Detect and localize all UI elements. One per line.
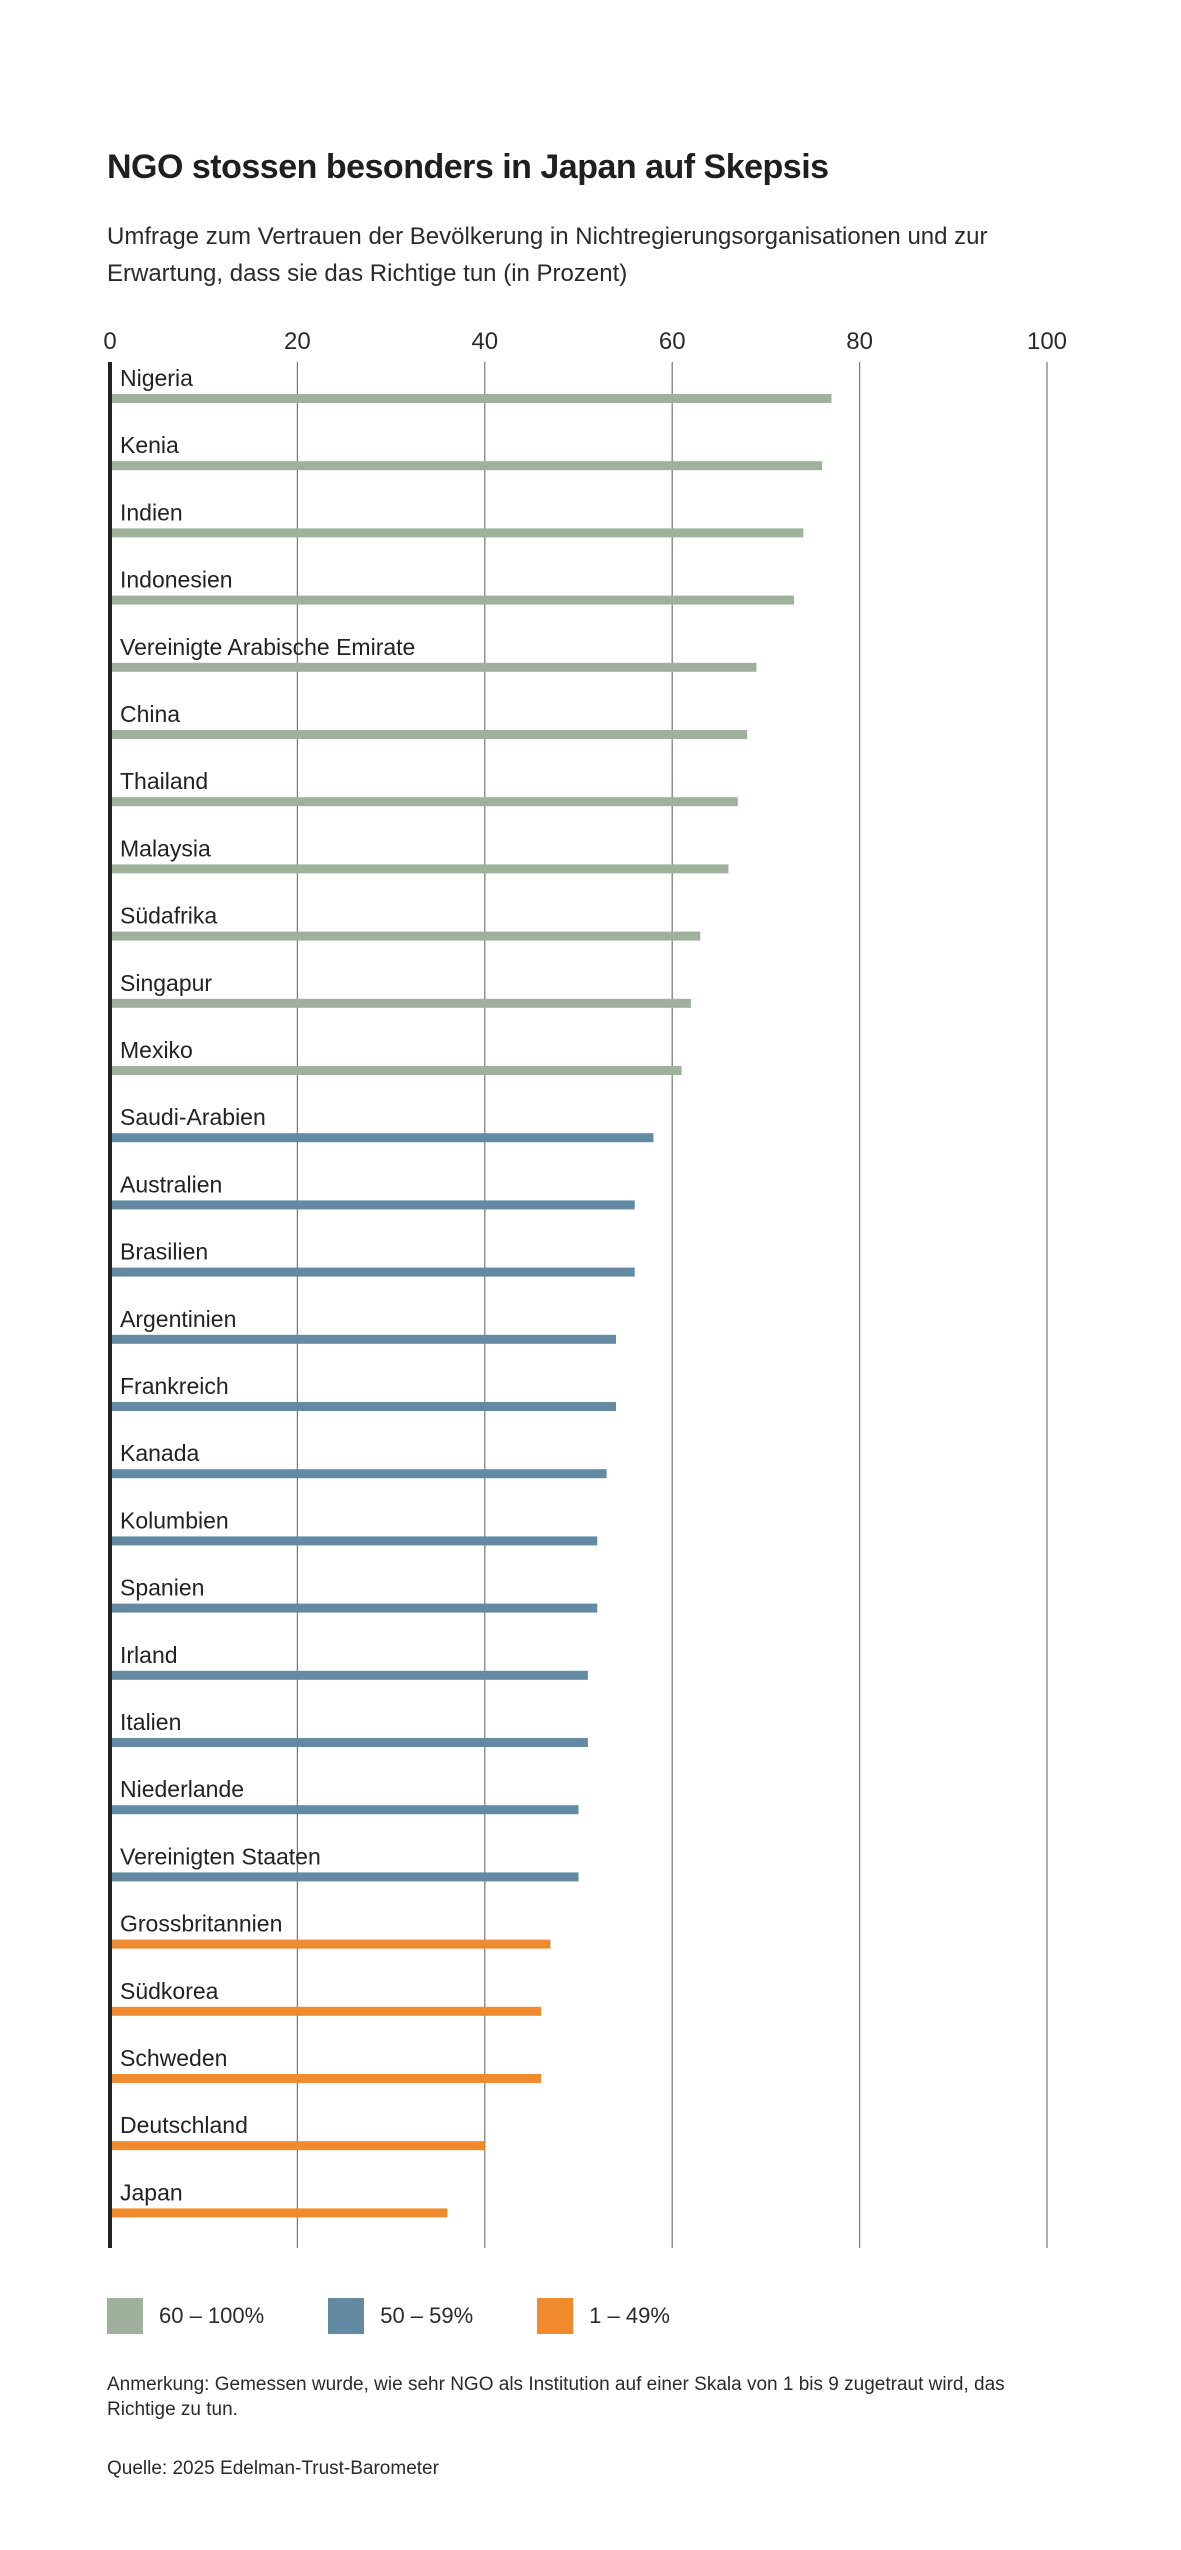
legend-swatch-low [537,2298,573,2334]
category-label: Malaysia [120,835,211,862]
chart-title: NGO stossen besonders in Japan auf Skepsis [107,148,829,186]
category-label: Schweden [120,2045,228,2071]
source-note: Quelle: 2025 Edelman-Trust-Barometer [107,2458,439,2479]
legend-label-high: 60 – 100% [159,2303,265,2328]
bar [110,1133,653,1142]
category-label: Kenia [120,432,179,459]
category-label: Indonesien [120,566,233,593]
category-labels [120,365,415,2205]
category-label: Vereinigte Arabische Emirate [120,633,416,660]
bar [110,1536,597,1545]
category-label: Singapur [120,969,213,996]
category-label: Deutschland [120,2112,248,2139]
bar [110,2007,541,2016]
bar [110,663,757,672]
bar [110,1805,579,1814]
bar [110,1066,682,1075]
bar [110,2208,447,2217]
x-tick-label-80: 80 [846,328,873,355]
bar [110,864,728,873]
bar [110,1335,616,1344]
bar [110,1469,607,1478]
x-tick-label-40: 40 [471,328,499,355]
bar [110,999,691,1008]
bar [110,1604,597,1613]
category-label: Nigeria [120,365,193,391]
category-label: Argentinien [120,1305,237,1332]
category-label: Niederlande [120,1776,245,1803]
category-label: Italien [120,1709,182,1735]
bar [110,394,831,403]
x-tick-label-60: 60 [658,328,686,355]
category-label: Thailand [120,768,209,795]
category-label: Grossbritannien [120,1910,283,1937]
legend-item-low [537,2298,670,2334]
legend-swatch-high [107,2298,143,2334]
category-label: Frankreich [120,1373,229,1399]
category-label: Kanada [120,1440,200,1467]
category-label: Vereinigten Staaten [120,1843,321,1870]
bar [110,1940,550,1949]
category-label: Japan [120,2179,183,2206]
category-label: Australien [120,1171,223,1198]
legend-item-high [107,2298,264,2334]
footnote: Anmerkung: Gemessen wurde, wie sehr NGO als Institution auf einer Skala von 1 bis 9 zugetraut wird, das Richtige zu tun. [107,2374,1005,2420]
bar [110,1402,616,1411]
bar [110,1738,588,1747]
bar [110,2074,541,2083]
x-tick-label-20: 20 [284,328,311,355]
legend-swatch-mid [328,2298,364,2334]
bar [110,1872,579,1881]
legend-item-mid [328,2298,473,2334]
bar [110,1200,635,1209]
bar [110,797,738,806]
bar [110,596,794,605]
bar [110,1671,588,1680]
x-tick-label-100: 100 [1026,328,1068,355]
x-tick-label-0: 0 [103,328,117,355]
category-label: Indien [120,499,183,526]
bar [110,730,747,739]
category-label: Kolumbien [120,1507,229,1534]
bar [110,461,822,470]
bar [110,528,803,537]
category-label: Irland [120,1641,178,1668]
category-label: Spanien [120,1574,205,1601]
legend-label-mid: 50 – 59% [380,2303,474,2328]
category-label: Südafrika [120,902,218,929]
category-label: Südkorea [120,1977,219,2004]
chart-subtitle: Umfrage zum Vertrauen der Bevölkerung in Nichtregierungsorganisationen und zur Erwartung, dass sie das Richtige tun (in Prozent) [107,223,988,287]
legend [107,2298,734,2334]
x-axis-ticks [103,328,1067,355]
category-label: Mexiko [120,1037,193,1063]
bar [110,932,700,941]
category-label: Saudi-Arabien [120,1104,266,1131]
bar [110,2141,485,2150]
bar [110,1268,635,1277]
legend-label-low: 1 – 49% [589,2303,670,2328]
category-label: Brasilien [120,1238,209,1265]
category-label: China [120,701,181,727]
